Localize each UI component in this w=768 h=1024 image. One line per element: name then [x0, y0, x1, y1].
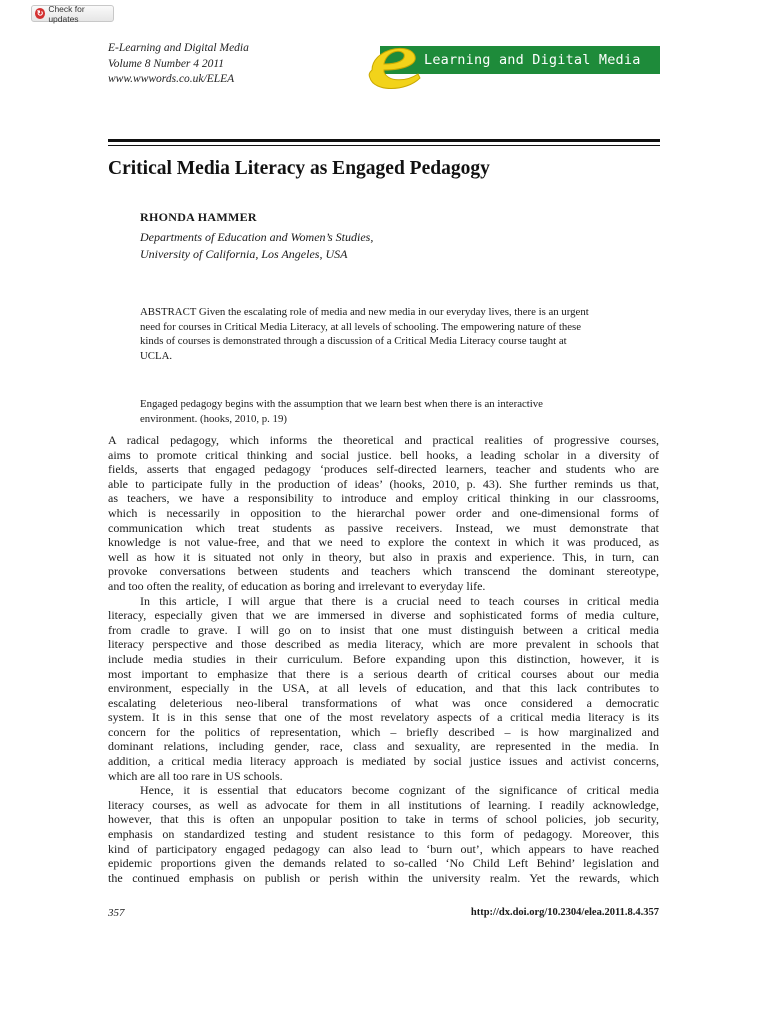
body-line: and too often the reality, of education as boring and irrelevant to everyday life.	[108, 578, 486, 593]
body-line: system. It is in this sense that one of the most revelatory aspects of a critical media literacy is its	[108, 710, 659, 725]
body-line: most important to emphasize that there is a serious dearth of critical courses about our media	[108, 666, 659, 681]
header-rule-thick	[108, 139, 660, 142]
body-line: well as how it is situated not only in theory, but also in praxis and experience. This, in turn, can	[108, 549, 659, 564]
body-line: include media studies in their curriculum. Before expanding upon this distinction, however, it is	[108, 651, 659, 666]
body-line: literacy, especially given that we are immersed in diverse and sophisticated forms of media culture,	[108, 608, 659, 623]
body-line: In this article, I will argue that there is a crucial need to teach courses in critical media	[140, 593, 659, 608]
journal-volume: Volume 8 Number 4 2011	[108, 57, 225, 70]
body-line: communication which treat students as passive receivers. Instead, we must demonstrate that	[108, 520, 659, 535]
abstract	[140, 305, 589, 363]
logo-e-icon	[362, 36, 426, 94]
header-rule-thin	[108, 145, 660, 146]
author-affiliation	[140, 229, 373, 263]
body-line: from cradle to grave. I will go on to insist that one must distinguish between a critical media	[108, 622, 659, 637]
body-line: fields, asserts that engaged pedagogy ‘produces self-directed learners, teacher and students who are	[108, 462, 659, 477]
journal-name: E-Learning and Digital Media	[108, 42, 249, 54]
body-line: Hence, it is essential that educators become cognizant of the significance of critical media	[140, 783, 659, 798]
article-title: Critical Media Literacy as Engaged Pedagogy	[108, 158, 490, 179]
body-text	[108, 433, 659, 885]
check-for-updates-button[interactable]	[31, 5, 114, 22]
abstract-line: ABSTRACT Given the escalating role of media and new media in our everyday lives, there is an urgent	[140, 306, 589, 318]
body-line: which is necessarily in opposition to the hierarchal power order and one-dimensional forms of	[108, 505, 659, 520]
abstract-line: kinds of courses is demonstrated through a discussion of a Critical Media Literacy course taught at	[140, 335, 567, 347]
body-line: addition, a critical media literacy approach is mediated by social justice issues and activist concerns,	[108, 754, 659, 769]
body-line: able to participate fully in the production of ideas’ (hooks, 2010, p. 43). She further reminds us that,	[108, 476, 659, 491]
body-line: dominant relations, including gender, race, class and sexuality, are represented in the media. In	[108, 739, 659, 754]
body-line: escalating deleterious neo-liberal transformations of what was once considered a democratic	[108, 695, 659, 710]
body-line: however, that this is often an unpopular position to take in terms of school policies, job security,	[108, 812, 659, 827]
affiliation-line: University of California, Los Angeles, USA	[140, 247, 348, 261]
epigraph-line: Engaged pedagogy begins with the assumption that we learn best when there is an interactive	[140, 398, 543, 410]
body-line: literacy courses, as well as advocate for them in all institutions of learning. I readily acknowledge,	[108, 797, 659, 812]
page-number: 357	[108, 907, 125, 919]
update-badge-icon: ↻	[36, 9, 44, 18]
body-line: concern for the politics of representation, which – briefly described – is how marginalized and	[108, 724, 659, 739]
body-line: A radical pedagogy, which informs the theoretical and practical realities of progressive courses,	[108, 433, 659, 447]
body-line: emphasis on standardized testing and student resistance to this form of pedagogy. Moreover, this	[108, 827, 659, 842]
journal-logo	[362, 36, 660, 94]
journal-info	[108, 41, 249, 88]
body-line: kind of participatory engaged pedagogy can also lead to ‘burn out’, which appears to have reached	[108, 841, 659, 856]
body-line: as teachers, we have a responsibility to introduce and employ critical thinking in our classrooms,	[108, 491, 659, 506]
check-for-updates-label: Check for updates	[48, 3, 85, 24]
body-line: literacy perspective and those described as media literacy, which are more prevalent in schools that	[108, 637, 659, 652]
body-line: aims to promote critical thinking and social justice. bell hooks, a leading scholar in a diversity of	[108, 447, 659, 462]
abstract-line: UCLA.	[140, 349, 173, 362]
body-line: provoke conversations between students and teachers which transcend the dominant stereotype,	[108, 564, 659, 579]
epigraph	[140, 397, 543, 426]
abstract-line: need for courses in Critical Media Literacy, at all levels of schooling. The empowering nature of these	[140, 320, 582, 333]
body-line: the continued emphasis on publish or perish within the university realm. Yet the rewards, which	[108, 870, 659, 885]
doi-link[interactable]: http://dx.doi.org/10.2304/elea.2011.8.4.357	[470, 907, 659, 918]
body-line: knowledge is not value-free, and that we need to explore the context in which it was produced, as	[108, 535, 659, 550]
logo-text: Learning and Digital Media	[424, 52, 641, 68]
author-name: RHONDA HAMMER	[140, 210, 257, 224]
epigraph-line: environment. (hooks, 2010, p. 19)	[140, 412, 287, 425]
journal-url: www.wwwords.co.uk/ELEA	[108, 73, 235, 85]
body-line: which are all too rare in US schools.	[108, 768, 283, 783]
affiliation-line: Departments of Education and Women’s Studies,	[140, 230, 374, 244]
body-line: epidemic proportions given the demands related to so-called ‘No Child Left Behind’ legislation and	[108, 856, 659, 871]
body-line: environment, especially in the USA, at all levels of education, and that this lack contributes to	[108, 681, 659, 696]
